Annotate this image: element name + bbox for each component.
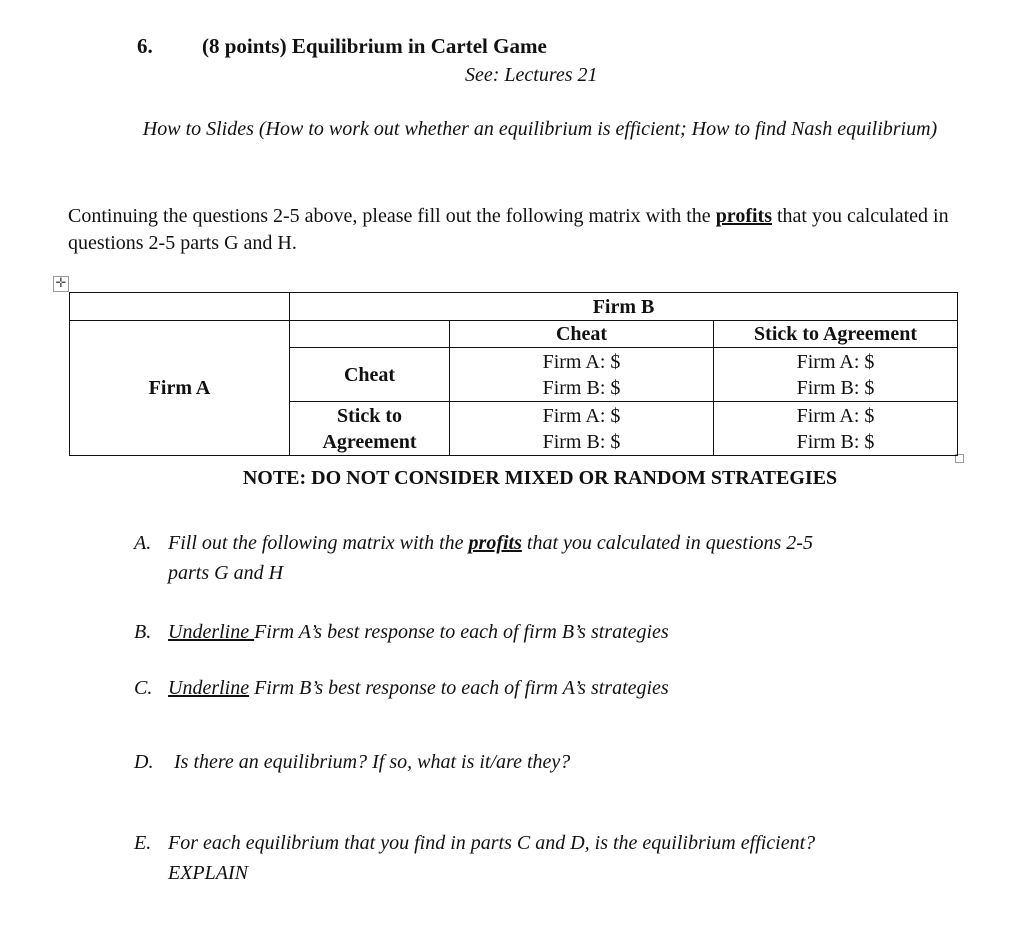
row-strategy-cheat: Cheat	[290, 348, 450, 402]
item-d	[134, 747, 570, 777]
item-c-label: C.	[134, 677, 153, 699]
howto-slides-reference: How to Slides (How to work out whether an equilibrium is efficient; How to find Nash equilibrium)	[142, 118, 938, 140]
intro-bold-word: profits	[715, 205, 772, 227]
intro-paragraph	[68, 203, 968, 257]
payoff-firm-a: Firm A: $	[542, 404, 621, 427]
item-e-line2: EXPLAIN	[168, 862, 248, 884]
matrix-corner-cell	[70, 293, 290, 321]
item-b-underline: Underline	[168, 621, 255, 643]
payoff-cell-cheat-cheat[interactable]	[450, 348, 714, 402]
item-b-label: B.	[134, 621, 152, 643]
payoff-firm-b: Firm B: $	[796, 430, 875, 453]
item-a-label: A.	[134, 532, 152, 554]
note-text: NOTE: DO NOT CONSIDER MIXED OR RANDOM STRATEGIES	[242, 467, 838, 489]
item-a-bold: profits	[468, 532, 522, 554]
payoff-firm-b: Firm B: $	[542, 376, 621, 399]
payoff-cell-stick-cheat[interactable]	[450, 402, 714, 456]
item-c-underline: Underline	[168, 677, 250, 699]
row-strategy-stick-line1: Stick to	[337, 404, 402, 427]
payoff-firm-a: Firm A: $	[796, 404, 875, 427]
item-e	[134, 828, 815, 888]
move-icon[interactable]: ✛	[53, 276, 69, 292]
item-d-text: Is there an equilibrium? If so, what is it/are they?	[174, 751, 571, 773]
payoff-firm-a: Firm A: $	[542, 350, 621, 373]
payoff-cell-stick-stick[interactable]	[714, 402, 958, 456]
row-strategy-stick-line2: Agreement	[322, 430, 417, 453]
item-d-label: D.	[134, 751, 154, 773]
lecture-reference: See: Lectures 21	[465, 64, 598, 86]
payoff-firm-b: Firm B: $	[796, 376, 875, 399]
payoff-cell-cheat-stick[interactable]	[714, 348, 958, 402]
intro-text-2: that you calculated in questions 2-5 parts G and H.	[68, 205, 949, 254]
item-c	[134, 673, 669, 703]
payoff-firm-b: Firm B: $	[542, 430, 621, 453]
col-strategy-stick: Stick to Agreement	[714, 321, 958, 348]
row-player-label: Firm A	[70, 321, 290, 456]
item-a-line2: parts G and H	[168, 562, 284, 584]
row-strategy-stick	[290, 402, 450, 456]
item-e-label: E.	[134, 832, 152, 854]
item-a-text-1: Fill out the following matrix with the	[168, 532, 469, 554]
question-title: (8 points) Equilibrium in Cartel Game	[202, 34, 547, 58]
col-strategy-cheat: Cheat	[450, 321, 714, 348]
payoff-matrix	[69, 292, 958, 456]
item-a-text-2: that you calculated in questions 2-5	[521, 532, 813, 554]
item-c-text: Firm B’s best response to each of firm A’s strategies	[249, 677, 669, 699]
item-a	[134, 528, 813, 588]
item-b	[134, 617, 669, 647]
item-b-text: Firm A’s best response to each of firm B’s strategies	[254, 621, 669, 643]
payoff-firm-a: Firm A: $	[796, 350, 875, 373]
question-number: 6.	[137, 34, 153, 58]
item-e-text: For each equilibrium that you find in parts C and D, is the equilibrium efficient?	[168, 832, 816, 854]
col-player-label: Firm B	[290, 293, 958, 321]
intro-text-1: Continuing the questions 2-5 above, please fill out the following matrix with the	[68, 205, 716, 227]
matrix-blank-cell	[290, 321, 450, 348]
